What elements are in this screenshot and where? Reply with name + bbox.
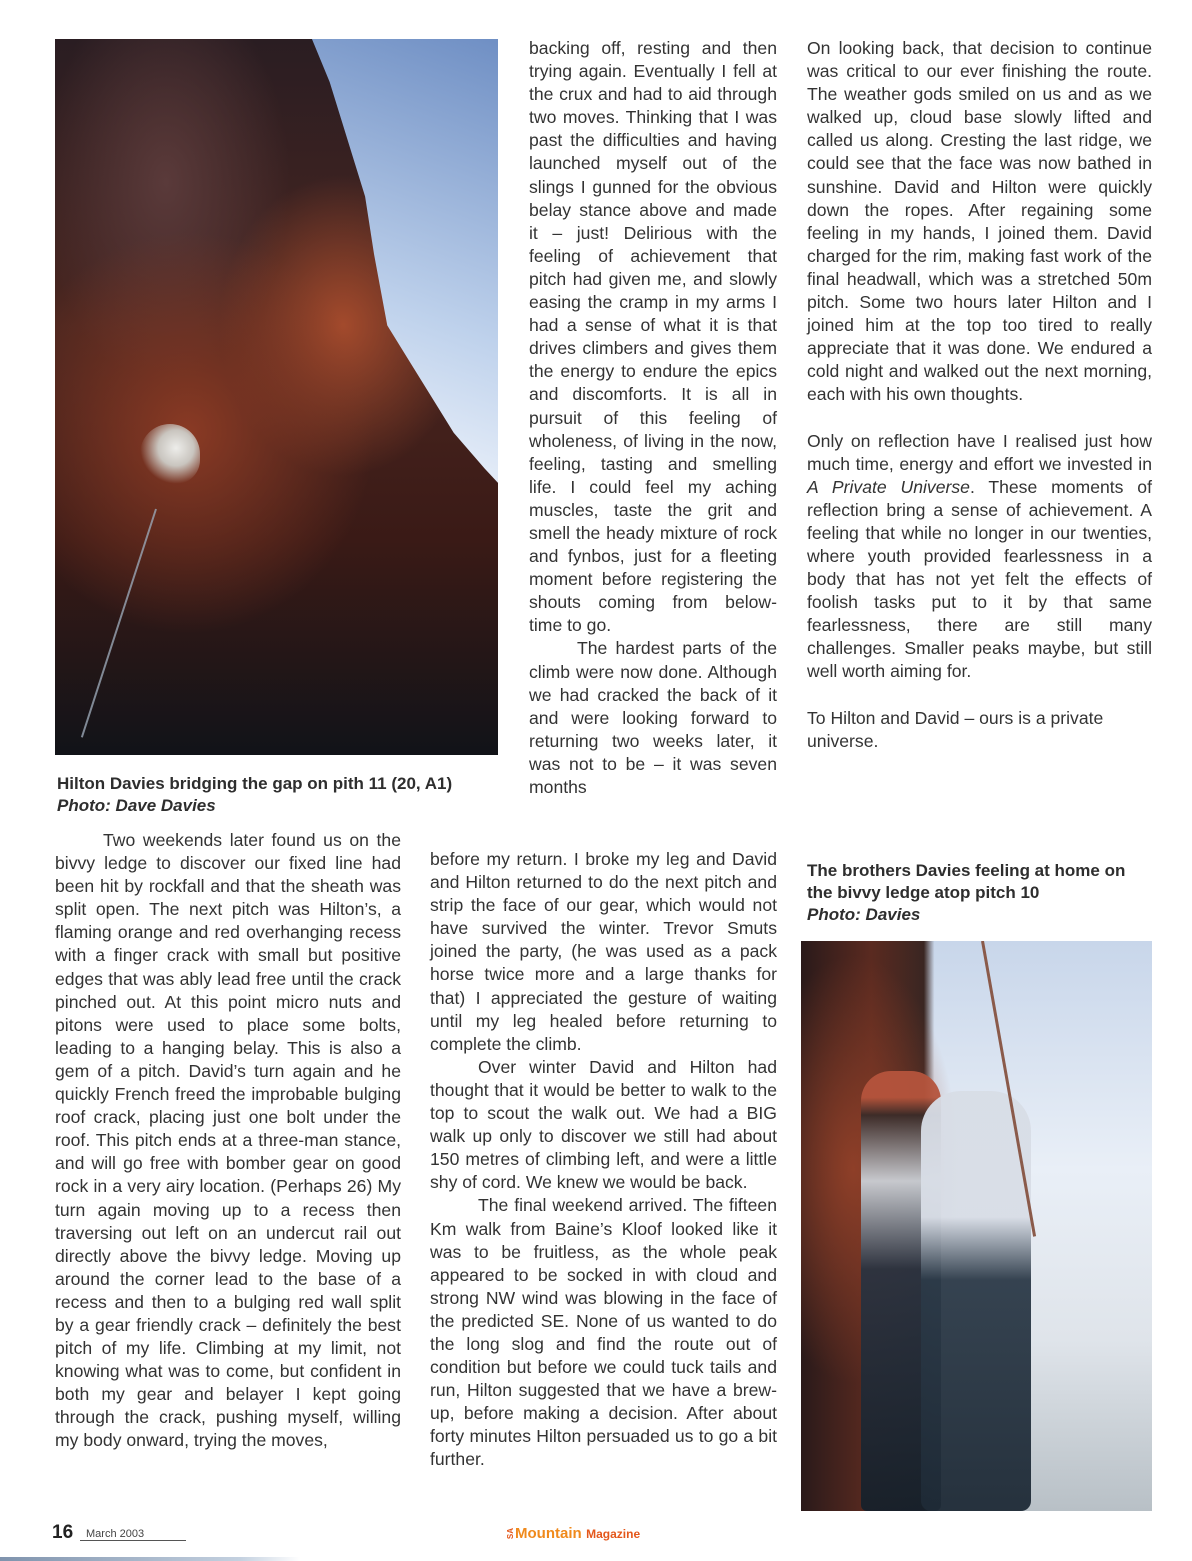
page-footer	[0, 1522, 1192, 1561]
climbing-photo-pitch-11	[55, 39, 498, 755]
paragraph: The hardest parts of the climb were now done. Although we had cracked the back of it and were looking forward to returning two weeks later, it was not to be – it was seven months	[529, 638, 777, 797]
climber-standing	[921, 1091, 1031, 1511]
paragraph: backing off, resting and then trying again. Eventually I fell at the crux and had to aid through two moves. Thinking that I was past the difficulties and having launched myself out of the slings I gunned for the obvious belay stance above and made it – just! Delirious with the feeling of achievement that pitch had given me, and slowly easing the cramp in my arms I had a sense of what it is that drives climbers and gives them the energy to endure the epics and discomforts. It is all in pursuit of this feeling of wholeness, of living in the now, feeling, tasting and smelling life. I could feel my aching muscles, taste the grit and smell the heady mixture of rock and fynbos, just for a fleeting moment before registering the shouts coming from below- time to go.	[529, 38, 777, 636]
article-column-3	[807, 37, 1152, 753]
paragraph: before my return. I broke my leg and David and Hilton returned to do the next pitch and strip the face of our gear, which would not have survived the winter. Trevor Smuts joined the party, (he was used as a pack horse twice more and a large thanks for that) I appreciated the gesture of waiting until my leg healed before returning to complete the climb.	[430, 849, 777, 1054]
text-run: . These moments of reflection bring a sense of achievement. A feeling that while no longer in our twenties, where youth provided fearlessness in a body that has not yet felt the effects of foolish tasks put to it by that same fearlessness, there are still many challenges. Smaller peaks maybe, but still well worth aiming for.	[807, 476, 1152, 682]
issue-date: March 2003	[80, 1528, 186, 1541]
brand-prefix: SA	[506, 1528, 515, 1540]
climber-figure	[140, 424, 200, 484]
page-number: 16	[52, 1522, 74, 1543]
article-column-1	[55, 829, 401, 1453]
paragraph: The final weekend arrived. The fifteen Km walk from Baine’s Kloof looked like it was to be fruitless, as the whole peak appeared to be socked in with cloud and strong NW wind was blowing in the face of the predicted SE. None of us wanted to do the long slog and find the route out of condition but before we could tuck tails and run, Hilton suggested that we have a brew-up, before making a decision. After about forty minutes Hilton persuaded us to go a bit further.	[430, 1195, 777, 1470]
article-column-2-top	[529, 37, 777, 799]
paragraph: On looking back, that decision to continue was critical to our ever finishing the route. The weather gods smiled on us and as we walked up, cloud base slowly lifted and called us along. Cresting the last ridge, we could see that the face was now bathed in sunshine. David and Hilton were quickly down the ropes. After regaining some feeling in my hands, I joined them. David charged for the rim, making fast work of the final headwall, which was a stretched 50m pitch. Some two hours later Hilton and I joined him at the top too tired to really appreciate that it was done. We endured a cold night and walked out the next morning, each with his own thoughts.	[807, 38, 1152, 405]
sky-area	[55, 39, 498, 755]
caption-title: Hilton Davies bridging the gap on pith 11 (20, A1)	[57, 774, 453, 793]
photo-caption-2	[807, 860, 1152, 926]
brand-name: Mountain	[515, 1525, 582, 1542]
paragraph: Two weekends later found us on the bivvy ledge to discover our fixed line had been hit by rockfall and that the sheath was split open. The next pitch was Hilton’s, a flaming orange and red overhanging recess with a finger crack with small but positive edges that was ably lead free until the crack pinched out. At this point micro nuts and pitons were used to place some bolts, leading to a hanging belay. This is also a gem of a pitch. David’s turn again and he quickly French freed the improbable bulging roof crack, placing just one bolt under the roof. This pitch ends at a three-man stance, and will go free with bomber gear on good rock in a very airy location. (Perhaps 26) My turn again moving up to a recess then traversing out left on an undercut rail out directly above the bivvy ledge. Moving up around the corner lead to the base of a recess and then to a bulging red wall split by a gear friendly crack – definitely the best pitch of my life. Climbing at my limit, not knowing what was to come, but confident in both my gear and belayer I kept going through the crack, pushing myself, willing my body onward, trying the moves,	[55, 830, 401, 1451]
paragraph	[807, 430, 1152, 684]
paragraph: Over winter David and Hilton had thought that it would be better to walk to the top to scout the walk out. We had a BIG walk up only to discover we still had about 150 metres of climbing left, and were a little shy of cord. We knew we would be back.	[430, 1056, 777, 1193]
magazine-brand	[506, 1525, 640, 1543]
route-name: A Private Universe	[807, 476, 970, 497]
photo-caption-1	[57, 773, 497, 817]
text-run: Only on reflection have I realised just how much time, energy and effort we invested in	[807, 430, 1152, 474]
article-column-2-bottom	[430, 848, 777, 1472]
rope-line	[81, 509, 157, 738]
caption-title: The brothers Davies feeling at home on the bivvy ledge atop pitch 10	[807, 861, 1126, 902]
footer-bar	[0, 1557, 300, 1561]
brand-suffix: Magazine	[586, 1527, 641, 1541]
photo-credit: Photo: Dave Davies	[57, 796, 216, 815]
photo-credit: Photo: Davies	[807, 905, 921, 924]
dedication: To Hilton and David – ours is a private universe.	[807, 707, 1104, 751]
bivvy-ledge-photo	[801, 941, 1152, 1511]
